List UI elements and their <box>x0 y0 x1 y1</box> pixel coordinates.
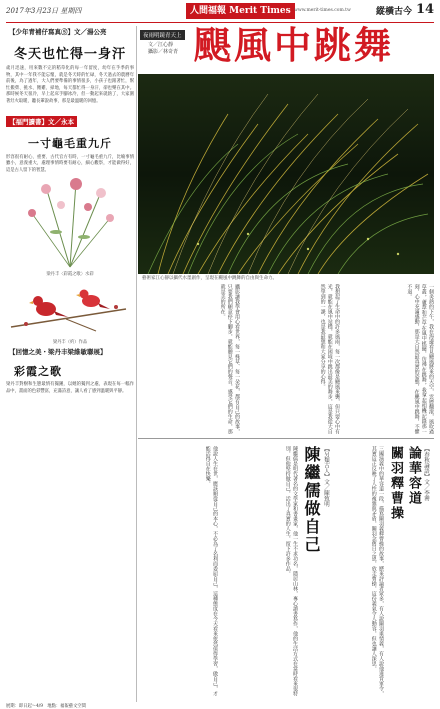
article-body-chen: 陳繼儒是明代著名的文學家和書畫家，他一生不求功名，隱居山林，專心讀書寫作，他的生活方式在當時看來很特別，但他堅持做自己，活出了真實的人生，留下許多作品。 <box>284 446 298 696</box>
feature-body-right: 一個炎熱的下午，我在海邊看見颶風將來的天空，雲層翻滾，風吹過草叢，蘆葦和芒草在風中搖擺，彷彿在跳舞，我拿起相機記錄那一刻，心中充滿感動，那是大自然最真實的姿態，在颶風中跳舞，不懼不退。 <box>406 284 434 434</box>
photo-caption: 藝術家江心靜以攝代水墨創作，呈現在颶風中跳舞的自由與生命力。 <box>142 276 277 281</box>
flower-caption: 梁丹丰〈彩霞之歌〉水彩 <box>46 272 94 278</box>
flower-watercolor-image <box>6 177 134 269</box>
column-label-youth: 【少年青補仔寫真⑤】文／湯公亮 <box>9 28 107 36</box>
article-body-rainbow: 梁丹丰對樹和生態最情有獨鍾，以她的獨到之處，表現在每一幅作品中，畫面的色彩豐富，充滿詩意，讓人看了感到溫暖與平靜。 <box>6 382 134 394</box>
article-title-turtle: 一寸龜毛重九斤 <box>28 136 112 150</box>
section-title: 縱橫古今 <box>376 7 413 17</box>
feature-byline <box>148 42 178 56</box>
feature-body-left: 攝影讓我學會用心看世界，每一株草、每一朵花，都有自己的故事，只要我們願意停下腳步，就能聽見它們的聲音，感受它們的生命，那就是美的所在。 <box>219 284 240 434</box>
article-body-huarong: 三國演義中的華容道一段，描寫關羽義釋曹操的故事，歷來評論者眾多，有人說關羽重情義，有人說他違背軍令，其實這正反映了人性的複雜與矛盾，關羽念舊日之恩，放走曹操，這份義氣令人動容，但也讓人深思。 <box>370 446 384 696</box>
feature-body-middle: 我想起了生命中的許多風雨，每一次都像是颶風來襲，但只要心中有光，就能在風中站穩，就能在困境中跳出最美的舞步，這是我從大自然學到的一課，也是我最想和大家分享的心得。 <box>319 284 340 434</box>
column-divider <box>136 26 137 702</box>
feature-tag: 夜雨明鏡青天上 <box>140 30 185 40</box>
column-label-ancients: 【另類古人】文／陳致明 <box>323 446 329 507</box>
section-rule <box>138 438 434 439</box>
article-title-rainbow: 彩霞之歌 <box>14 365 62 379</box>
left-column <box>6 26 134 702</box>
cardinal-caption: 梁丹丰（約）作品 <box>52 340 88 346</box>
grass-in-wind-photo <box>138 74 434 274</box>
column-label-exhibit: 【回憶之美・梁丹丰梁維敏聯展】 <box>9 348 107 357</box>
article-title-chen: 陳繼儒做自己 <box>302 446 321 554</box>
feature-headline: 颶風中跳舞 <box>194 24 394 67</box>
article-subtitle-guanyu: 關羽釋曹操 <box>388 446 403 521</box>
article-body-turtle: 形容很有耐心、重要、古代官方有時，一寸龜毛重九斤，比喻事情雖小，意義重大，處理事情時要有耐心，細心觀察，才能做得好，這是古人留下的智慧。 <box>6 154 134 173</box>
article-title-huarong: 論華容道 <box>406 446 421 506</box>
exhibit-info: 展期：即日起～4/9 地點：福報藝文空間 <box>6 704 86 709</box>
column-label-analects: 【春秋論語】文／李霽 <box>423 446 429 501</box>
newspaper-logo[interactable]: 人間福報 Merit Times <box>186 3 295 19</box>
photographer-name: 攝影／林奇青 <box>148 49 179 55</box>
column-label-books: 【福門讀書】文／永本 <box>6 116 77 127</box>
article-body-chen-cont: 他說人生在世，應該順從自己的本心，不必為了名利而委屈自己，這種態度在今天看來依然值得學習，做自己，才能活得自在快樂。 <box>204 446 218 696</box>
cardinal-watercolor-image <box>6 279 134 337</box>
page-number: 14 <box>416 2 435 17</box>
article-body-winter: 歲月迅速，用來數不完的稻草化的每一年留度，幼年在乎季的事物，其中一年我不能忘懷，就是冬天時的忙碌，冬天過去的農曆年前後，為了過年，大人們要準備的事情很多，小孩子也跟著忙，幫忙搬柴、挑水、餵雞、掃地，每天都忙得一身汗，卻也樂在其中。那時候冬天很冷，早上起床手腳冰冷，但一動起來就熱了，大家圍著灶火取暖，聽長輩說故事，那是最溫暖的回憶。 <box>6 66 134 104</box>
site-url[interactable]: www.merit-times.com.tw <box>294 8 351 13</box>
issue-date: 2017年3月23日 星期四 <box>6 7 82 15</box>
masthead-rule <box>6 22 434 23</box>
author-name: 文／江心靜 <box>148 42 174 48</box>
masthead <box>0 0 440 24</box>
article-title-winter: 冬天也忙得一身汗 <box>13 47 126 62</box>
feature-headline-band <box>138 24 434 74</box>
